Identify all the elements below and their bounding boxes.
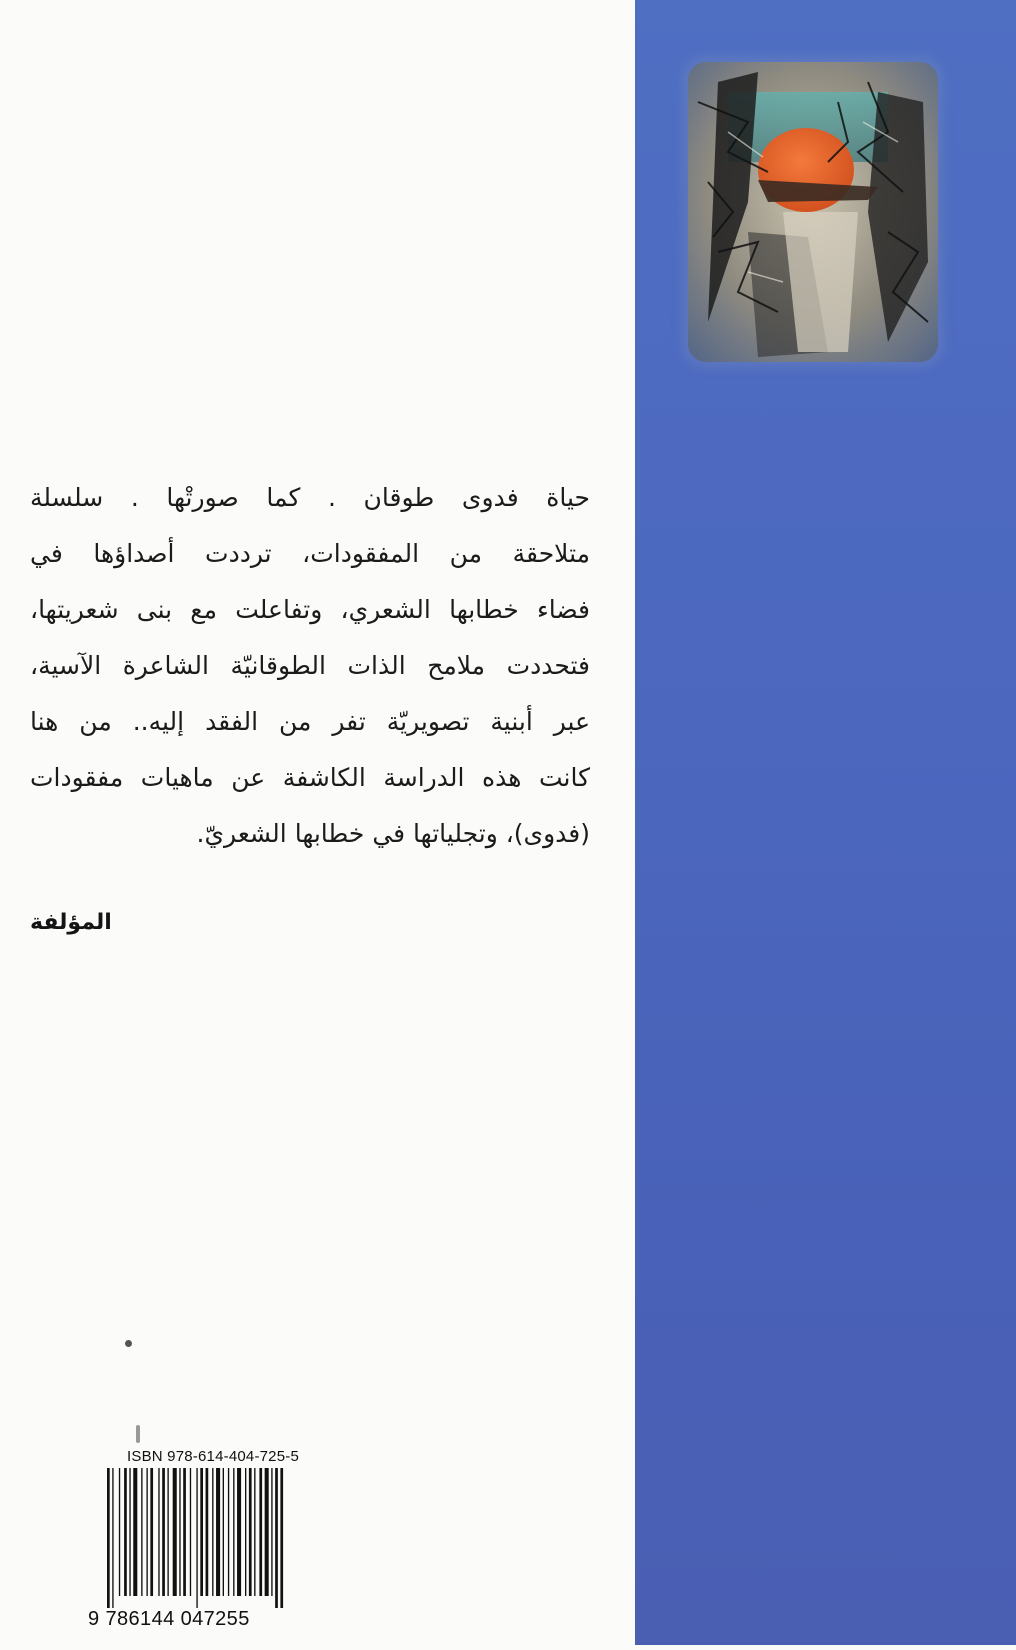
barcode-bar: [129, 1468, 130, 1596]
barcode-bar: [133, 1468, 137, 1596]
blurb-line: (فدوى)، وتجلياتها في خطابها الشعريّ.: [196, 819, 590, 848]
barcode-bar: [280, 1468, 283, 1608]
barcode-bar: [200, 1468, 203, 1596]
blurb-line: كانت هذه الدراسة الكاشفة عن ماهيات مفقودات: [30, 763, 590, 792]
blurb-paragraph: [30, 470, 590, 862]
barcode-bar: [150, 1468, 153, 1596]
barcode-bar: [158, 1468, 159, 1596]
barcode-digits: 9 786144 047255: [88, 1608, 250, 1630]
barcode-bar: [271, 1468, 272, 1596]
barcode-bar: [119, 1468, 120, 1596]
dust-speck: [125, 1340, 132, 1347]
barcode-bar: [233, 1468, 234, 1596]
blurb-line: حياة فدوى طوقان . كما صورتْها . سلسلة: [30, 483, 590, 512]
barcode-bar: [124, 1468, 127, 1596]
barcode-bar: [183, 1468, 186, 1596]
barcode-bar: [141, 1468, 142, 1596]
author-signature: المؤلفة: [30, 910, 112, 935]
barcode-bar: [196, 1468, 197, 1608]
barcode-bar: [237, 1468, 241, 1596]
blurb-line: فتحددت ملامح الذات الطوقانيّة الشاعرة الآسية،: [30, 651, 590, 680]
barcode-bar: [146, 1468, 147, 1596]
barcode-bar: [249, 1468, 252, 1596]
barcode-bar: [179, 1468, 180, 1596]
barcode-bar: [162, 1468, 165, 1596]
isbn-label: ISBN 978-614-404-725-5: [127, 1448, 300, 1465]
barcode-bar: [206, 1468, 209, 1596]
blurb-line: متلاحقة من المفقودات، ترددت أصداؤها في: [30, 539, 590, 568]
barcode-bar: [265, 1468, 269, 1596]
dust-speck: [136, 1425, 140, 1443]
barcode-bar: [275, 1468, 278, 1608]
barcode-bar: [173, 1468, 177, 1596]
barcode-bar: [259, 1468, 262, 1596]
abstract-painting-sun-image: [688, 62, 938, 362]
barcode-bar: [112, 1468, 113, 1608]
barcode-bar: [212, 1468, 213, 1596]
barcode-bar: [223, 1468, 224, 1596]
barcode-bar: [228, 1468, 229, 1596]
blurb-line: فضاء خطابها الشعري، وتفاعلت مع بنى شعريتها،: [30, 595, 590, 624]
barcode-bar: [245, 1468, 246, 1596]
barcode-bar: [167, 1468, 168, 1596]
barcode-bar: [254, 1468, 255, 1596]
blurb-line: عبر أبنية تصويريّة تفر من الفقد إليه.. من هنا: [30, 707, 590, 736]
barcode-bar: [107, 1468, 110, 1608]
barcode-bar: [216, 1468, 220, 1596]
barcode-bar: [190, 1468, 191, 1596]
